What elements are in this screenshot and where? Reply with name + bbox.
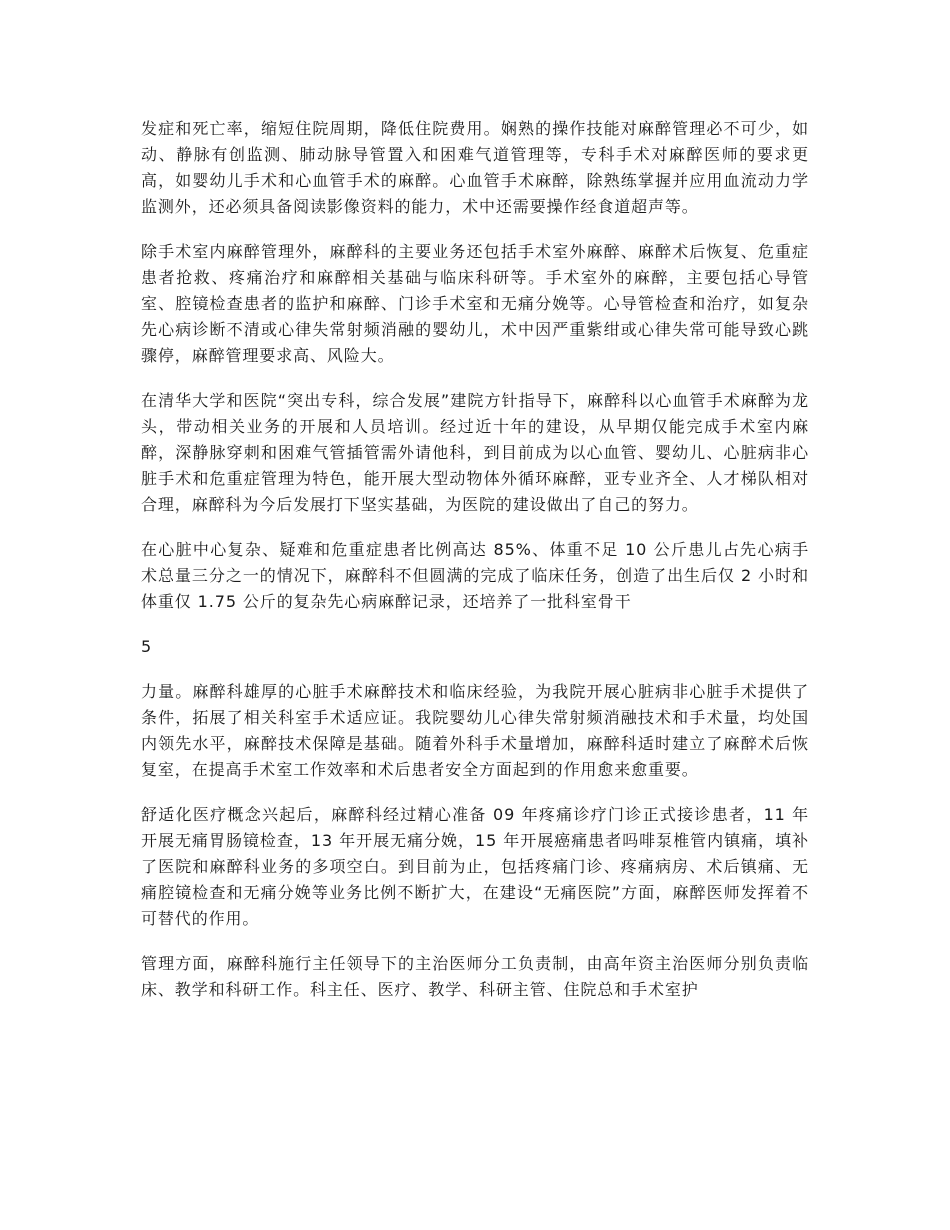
paragraph-3: 在清华大学和医院“突出专科，综合发展”建院方针指导下，麻醉科以心血管手术麻醉为龙头，带动相关业务的开展和人员培训。经过近十年的建设，从早期仅能完成手术室内麻醉，深静脉穿刺和困难气管插管需外请他科，到目前成为以心血管、婴幼儿、心脏病非心脏手术和危重症管理为特色，能开展大型动物体外循环麻醉，亚专业齐全、人才梯队相对合理，麻醉科为今后发展打下坚实基础，为医院的建设做出了自己的努力。 bbox=[141, 391, 809, 514]
document-page bbox=[141, 116, 809, 1022]
paragraph-4: 在心脏中心复杂、疑难和危重症患者比例高达 85%、体重不足 10 公斤患儿占先心病手术总量三分之一的情况下，麻醉科不但圆满的完成了临床任务，创造了出生后仅 2 小时和体重仅 1.75 公斤的复杂先心病麻醉记录，还培养了一批科室骨干 bbox=[141, 540, 809, 611]
page-number: 5 bbox=[141, 637, 152, 656]
paragraph-5: 力量。麻醉科雄厚的心脏手术麻醉技术和临床经验，为我院开展心脏病非心脏手术提供了条件，拓展了相关科室手术适应证。我院婴幼儿心律失常射频消融技术和手术量，均处国内领先水平，麻醉技术保障是基础。随着外科手术量增加，麻醉科适时建立了麻醉术后恢复室，在提高手术室工作效率和术后患者安全方面起到的作用愈来愈重要。 bbox=[141, 682, 809, 779]
paragraph-7: 管理方面，麻醉科施行主任领导下的主治医师分工负责制，由高年资主治医师分别负责临床、教学和科研工作。科主任、医疗、教学、科研主管、住院总和手术室护 bbox=[141, 954, 809, 999]
paragraph-2: 除手术室内麻醉管理外，麻醉科的主要业务还包括手术室外麻醉、麻醉术后恢复、危重症患者抢救、疼痛治疗和麻醉相关基础与临床科研等。手术室外的麻醉，主要包括心导管室、腔镜检查患者的监护和麻醉、门诊手术室和无痛分娩等。心导管检查和治疗，如复杂先心病诊断不清或心律失常射频消融的婴幼儿，术中因严重紫绀或心律失常可能导致心跳骤停，麻醉管理要求高、风险大。 bbox=[141, 242, 809, 365]
paragraph-6: 舒适化医疗概念兴起后，麻醉科经过精心准备 09 年疼痛诊疗门诊正式接诊患者，11 年开展无痛胃肠镜检查，13 年开展无痛分娩，15 年开展癌痛患者吗啡泵椎管内镇痛，填补了医院和麻醉科业务的多项空白。到目前为止，包括疼痛门诊、疼痛病房、术后镇痛、无痛腔镜检查和无痛分娩等业务比例不断扩大，在建设“无痛医院”方面，麻醉医师发挥着不可替代的作用。 bbox=[141, 805, 809, 928]
paragraph-1: 发症和死亡率，缩短住院周期，降低住院费用。娴熟的操作技能对麻醉管理必不可少，如动、静脉有创监测、肺动脉导管置入和困难气道管理等，专科手术对麻醉医师的要求更高，如婴幼儿手术和心血管手术的麻醉。心血管手术麻醉，除熟练掌握并应用血流动力学监测外，还必须具备阅读影像资料的能力，术中还需要操作经食道超声等。 bbox=[141, 119, 809, 216]
